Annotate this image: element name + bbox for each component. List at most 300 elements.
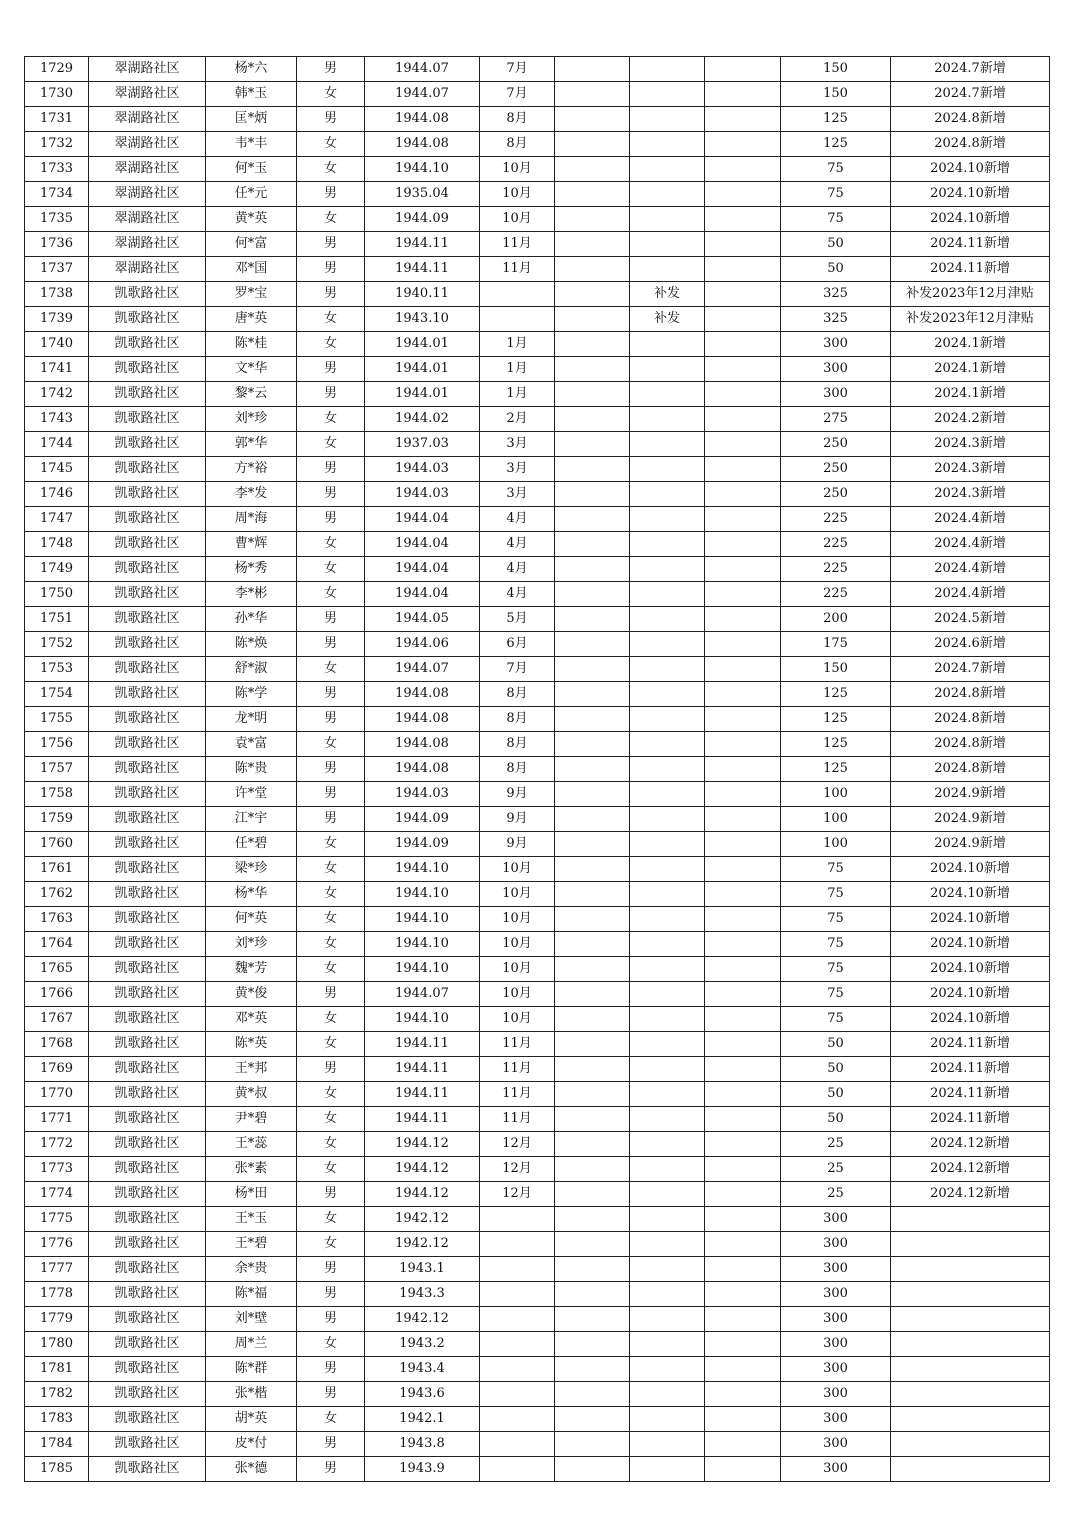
row-number-cell: 1754 xyxy=(25,682,89,707)
month-cell xyxy=(480,1257,555,1282)
community-cell: 凯歌路社区 xyxy=(89,1257,206,1282)
blank-col-1-cell xyxy=(555,782,630,807)
remark-cell xyxy=(630,482,705,507)
name-cell: 杨*六 xyxy=(206,57,297,82)
blank-col-2-cell xyxy=(705,732,781,757)
name-cell: 何*富 xyxy=(206,232,297,257)
blank-col-2-cell xyxy=(705,807,781,832)
blank-col-2-cell xyxy=(705,282,781,307)
blank-col-1-cell xyxy=(555,1182,630,1207)
note-cell xyxy=(891,1407,1050,1432)
blank-col-2-cell xyxy=(705,457,781,482)
name-cell: 方*裕 xyxy=(206,457,297,482)
amount-cell: 75 xyxy=(781,157,891,182)
gender-cell: 女 xyxy=(297,857,365,882)
gender-cell: 男 xyxy=(297,1257,365,1282)
note-cell: 2024.10新增 xyxy=(891,207,1050,232)
amount-cell: 300 xyxy=(781,1282,891,1307)
note-cell: 2024.12新增 xyxy=(891,1157,1050,1182)
community-cell: 凯歌路社区 xyxy=(89,882,206,907)
row-number-cell: 1778 xyxy=(25,1282,89,1307)
amount-cell: 225 xyxy=(781,507,891,532)
amount-cell: 150 xyxy=(781,657,891,682)
name-cell: 陈*焕 xyxy=(206,632,297,657)
note-cell xyxy=(891,1257,1050,1282)
blank-col-1-cell xyxy=(555,1432,630,1457)
row-number-cell: 1765 xyxy=(25,957,89,982)
birth-date-cell: 1944.10 xyxy=(365,957,480,982)
row-number-cell: 1740 xyxy=(25,332,89,357)
gender-cell: 女 xyxy=(297,1107,365,1132)
remark-cell xyxy=(630,357,705,382)
birth-date-cell: 1944.11 xyxy=(365,1082,480,1107)
birth-date-cell: 1944.04 xyxy=(365,582,480,607)
blank-col-1-cell xyxy=(555,732,630,757)
row-number-cell: 1730 xyxy=(25,82,89,107)
amount-cell: 75 xyxy=(781,882,891,907)
birth-date-cell: 1944.11 xyxy=(365,1032,480,1057)
row-number-cell: 1737 xyxy=(25,257,89,282)
blank-col-2-cell xyxy=(705,1107,781,1132)
gender-cell: 女 xyxy=(297,157,365,182)
blank-col-2-cell xyxy=(705,432,781,457)
gender-cell: 女 xyxy=(297,1332,365,1357)
blank-col-2-cell xyxy=(705,907,781,932)
remark-cell xyxy=(630,1032,705,1057)
name-cell: 周*兰 xyxy=(206,1332,297,1357)
note-cell: 2024.3新增 xyxy=(891,457,1050,482)
blank-col-1-cell xyxy=(555,132,630,157)
name-cell: 黄*英 xyxy=(206,207,297,232)
blank-col-1-cell xyxy=(555,707,630,732)
amount-cell: 125 xyxy=(781,757,891,782)
table-row xyxy=(25,1407,1050,1432)
community-cell: 凯歌路社区 xyxy=(89,482,206,507)
row-number-cell: 1764 xyxy=(25,932,89,957)
community-cell: 翠湖路社区 xyxy=(89,57,206,82)
name-cell: 许*堂 xyxy=(206,782,297,807)
row-number-cell: 1736 xyxy=(25,232,89,257)
amount-cell: 225 xyxy=(781,557,891,582)
birth-date-cell: 1944.01 xyxy=(365,357,480,382)
note-cell: 2024.8新增 xyxy=(891,732,1050,757)
gender-cell: 男 xyxy=(297,457,365,482)
table-row xyxy=(25,982,1050,1007)
blank-col-1-cell xyxy=(555,1232,630,1257)
remark-cell xyxy=(630,382,705,407)
note-cell: 2024.10新增 xyxy=(891,182,1050,207)
blank-col-2-cell xyxy=(705,1057,781,1082)
gender-cell: 女 xyxy=(297,1007,365,1032)
community-cell: 翠湖路社区 xyxy=(89,132,206,157)
row-number-cell: 1784 xyxy=(25,1432,89,1457)
blank-col-2-cell xyxy=(705,1182,781,1207)
month-cell: 7月 xyxy=(480,82,555,107)
month-cell: 3月 xyxy=(480,457,555,482)
birth-date-cell: 1943.10 xyxy=(365,307,480,332)
birth-date-cell: 1944.08 xyxy=(365,682,480,707)
blank-col-1-cell xyxy=(555,307,630,332)
row-number-cell: 1777 xyxy=(25,1257,89,1282)
community-cell: 凯歌路社区 xyxy=(89,1332,206,1357)
gender-cell: 女 xyxy=(297,432,365,457)
name-cell: 何*英 xyxy=(206,907,297,932)
community-cell: 凯歌路社区 xyxy=(89,1082,206,1107)
birth-date-cell: 1944.01 xyxy=(365,382,480,407)
note-cell: 2024.8新增 xyxy=(891,707,1050,732)
blank-col-1-cell xyxy=(555,1107,630,1132)
gender-cell: 女 xyxy=(297,1157,365,1182)
remark-cell: 补发 xyxy=(630,282,705,307)
blank-col-2-cell xyxy=(705,757,781,782)
remark-cell xyxy=(630,982,705,1007)
remark-cell xyxy=(630,1107,705,1132)
birth-date-cell: 1943.2 xyxy=(365,1332,480,1357)
table-row xyxy=(25,1282,1050,1307)
note-cell: 2024.11新增 xyxy=(891,1107,1050,1132)
amount-cell: 50 xyxy=(781,1032,891,1057)
community-cell: 凯歌路社区 xyxy=(89,982,206,1007)
row-number-cell: 1753 xyxy=(25,657,89,682)
remark-cell xyxy=(630,407,705,432)
note-cell: 2024.7新增 xyxy=(891,657,1050,682)
birth-date-cell: 1944.08 xyxy=(365,757,480,782)
table-row xyxy=(25,607,1050,632)
amount-cell: 75 xyxy=(781,1007,891,1032)
gender-cell: 男 xyxy=(297,382,365,407)
amount-cell: 250 xyxy=(781,482,891,507)
month-cell: 4月 xyxy=(480,557,555,582)
gender-cell: 女 xyxy=(297,582,365,607)
name-cell: 杨*秀 xyxy=(206,557,297,582)
name-cell: 龙*明 xyxy=(206,707,297,732)
gender-cell: 女 xyxy=(297,1232,365,1257)
month-cell: 12月 xyxy=(480,1182,555,1207)
gender-cell: 男 xyxy=(297,507,365,532)
community-cell: 凯歌路社区 xyxy=(89,1457,206,1482)
note-cell xyxy=(891,1307,1050,1332)
community-cell: 凯歌路社区 xyxy=(89,307,206,332)
row-number-cell: 1772 xyxy=(25,1132,89,1157)
gender-cell: 男 xyxy=(297,632,365,657)
row-number-cell: 1743 xyxy=(25,407,89,432)
name-cell: 刘*壁 xyxy=(206,1307,297,1332)
month-cell xyxy=(480,282,555,307)
row-number-cell: 1739 xyxy=(25,307,89,332)
note-cell xyxy=(891,1432,1050,1457)
gender-cell: 男 xyxy=(297,682,365,707)
name-cell: 杨*华 xyxy=(206,882,297,907)
name-cell: 陈*学 xyxy=(206,682,297,707)
name-cell: 尹*碧 xyxy=(206,1107,297,1132)
birth-date-cell: 1944.03 xyxy=(365,457,480,482)
table-body xyxy=(25,57,1050,1482)
blank-col-1-cell xyxy=(555,1357,630,1382)
table-row xyxy=(25,1457,1050,1482)
row-number-cell: 1770 xyxy=(25,1082,89,1107)
month-cell xyxy=(480,1407,555,1432)
amount-cell: 50 xyxy=(781,1082,891,1107)
month-cell xyxy=(480,1232,555,1257)
community-cell: 凯歌路社区 xyxy=(89,1107,206,1132)
gender-cell: 男 xyxy=(297,1057,365,1082)
gender-cell: 女 xyxy=(297,732,365,757)
row-number-cell: 1767 xyxy=(25,1007,89,1032)
row-number-cell: 1756 xyxy=(25,732,89,757)
table-row xyxy=(25,1007,1050,1032)
remark-cell xyxy=(630,1207,705,1232)
blank-col-2-cell xyxy=(705,332,781,357)
amount-cell: 300 xyxy=(781,1407,891,1432)
table-row xyxy=(25,157,1050,182)
name-cell: 黄*叔 xyxy=(206,1082,297,1107)
amount-cell: 300 xyxy=(781,1332,891,1357)
month-cell xyxy=(480,1382,555,1407)
blank-col-2-cell xyxy=(705,1432,781,1457)
birth-date-cell: 1944.11 xyxy=(365,1057,480,1082)
community-cell: 凯歌路社区 xyxy=(89,1157,206,1182)
name-cell: 何*玉 xyxy=(206,157,297,182)
birth-date-cell: 1944.01 xyxy=(365,332,480,357)
name-cell: 韦*丰 xyxy=(206,132,297,157)
blank-col-1-cell xyxy=(555,282,630,307)
gender-cell: 男 xyxy=(297,707,365,732)
blank-col-2-cell xyxy=(705,682,781,707)
row-number-cell: 1751 xyxy=(25,607,89,632)
note-cell xyxy=(891,1282,1050,1307)
birth-date-cell: 1943.8 xyxy=(365,1432,480,1457)
name-cell: 舒*淑 xyxy=(206,657,297,682)
remark-cell xyxy=(630,1357,705,1382)
gender-cell: 男 xyxy=(297,1382,365,1407)
blank-col-2-cell xyxy=(705,107,781,132)
month-cell: 9月 xyxy=(480,832,555,857)
name-cell: 余*贵 xyxy=(206,1257,297,1282)
table-row xyxy=(25,232,1050,257)
blank-col-1-cell xyxy=(555,832,630,857)
note-cell: 2024.7新增 xyxy=(891,82,1050,107)
blank-col-1-cell xyxy=(555,1032,630,1057)
note-cell xyxy=(891,1357,1050,1382)
table-row xyxy=(25,1332,1050,1357)
blank-col-1-cell xyxy=(555,207,630,232)
blank-col-2-cell xyxy=(705,357,781,382)
birth-date-cell: 1944.03 xyxy=(365,782,480,807)
amount-cell: 75 xyxy=(781,957,891,982)
blank-col-1-cell xyxy=(555,482,630,507)
row-number-cell: 1781 xyxy=(25,1357,89,1382)
blank-col-1-cell xyxy=(555,1407,630,1432)
gender-cell: 男 xyxy=(297,607,365,632)
gender-cell: 女 xyxy=(297,882,365,907)
remark-cell xyxy=(630,1257,705,1282)
gender-cell: 女 xyxy=(297,832,365,857)
remark-cell xyxy=(630,1057,705,1082)
month-cell: 5月 xyxy=(480,607,555,632)
note-cell: 2024.11新增 xyxy=(891,1057,1050,1082)
amount-cell: 75 xyxy=(781,207,891,232)
table-row xyxy=(25,107,1050,132)
gender-cell: 女 xyxy=(297,1207,365,1232)
gender-cell: 女 xyxy=(297,657,365,682)
blank-col-1-cell xyxy=(555,57,630,82)
amount-cell: 125 xyxy=(781,707,891,732)
month-cell: 12月 xyxy=(480,1132,555,1157)
birth-date-cell: 1943.6 xyxy=(365,1382,480,1407)
remark-cell xyxy=(630,1282,705,1307)
gender-cell: 女 xyxy=(297,932,365,957)
table-row xyxy=(25,707,1050,732)
blank-col-1-cell xyxy=(555,1457,630,1482)
table-row xyxy=(25,1207,1050,1232)
month-cell: 9月 xyxy=(480,782,555,807)
blank-col-1-cell xyxy=(555,957,630,982)
birth-date-cell: 1944.09 xyxy=(365,832,480,857)
name-cell: 周*海 xyxy=(206,507,297,532)
birth-date-cell: 1944.07 xyxy=(365,982,480,1007)
row-number-cell: 1729 xyxy=(25,57,89,82)
name-cell: 郭*华 xyxy=(206,432,297,457)
community-cell: 凯歌路社区 xyxy=(89,1207,206,1232)
note-cell: 2024.4新增 xyxy=(891,532,1050,557)
row-number-cell: 1744 xyxy=(25,432,89,457)
community-cell: 凯歌路社区 xyxy=(89,757,206,782)
remark-cell xyxy=(630,182,705,207)
blank-col-2-cell xyxy=(705,157,781,182)
gender-cell: 女 xyxy=(297,1082,365,1107)
blank-col-1-cell xyxy=(555,457,630,482)
blank-col-1-cell xyxy=(555,682,630,707)
row-number-cell: 1755 xyxy=(25,707,89,732)
note-cell: 2024.10新增 xyxy=(891,982,1050,1007)
community-cell: 翠湖路社区 xyxy=(89,157,206,182)
blank-col-2-cell xyxy=(705,1257,781,1282)
community-cell: 凯歌路社区 xyxy=(89,1432,206,1457)
table-row xyxy=(25,257,1050,282)
name-cell: 黄*俊 xyxy=(206,982,297,1007)
blank-col-2-cell xyxy=(705,557,781,582)
birth-date-cell: 1935.04 xyxy=(365,182,480,207)
name-cell: 孙*华 xyxy=(206,607,297,632)
remark-cell xyxy=(630,732,705,757)
note-cell: 2024.3新增 xyxy=(891,432,1050,457)
month-cell: 4月 xyxy=(480,507,555,532)
gender-cell: 男 xyxy=(297,1357,365,1382)
blank-col-2-cell xyxy=(705,982,781,1007)
note-cell: 2024.5新增 xyxy=(891,607,1050,632)
note-cell: 2024.9新增 xyxy=(891,807,1050,832)
birth-date-cell: 1944.10 xyxy=(365,932,480,957)
blank-col-1-cell xyxy=(555,157,630,182)
remark-cell xyxy=(630,832,705,857)
remark-cell xyxy=(630,257,705,282)
subsidy-roster-sheet xyxy=(24,56,1050,1482)
month-cell: 10月 xyxy=(480,882,555,907)
amount-cell: 75 xyxy=(781,907,891,932)
remark-cell xyxy=(630,1407,705,1432)
blank-col-2-cell xyxy=(705,507,781,532)
blank-col-2-cell xyxy=(705,832,781,857)
blank-col-2-cell xyxy=(705,232,781,257)
gender-cell: 男 xyxy=(297,1307,365,1332)
amount-cell: 75 xyxy=(781,182,891,207)
note-cell: 2024.11新增 xyxy=(891,1032,1050,1057)
blank-col-2-cell xyxy=(705,707,781,732)
birth-date-cell: 1944.04 xyxy=(365,507,480,532)
amount-cell: 175 xyxy=(781,632,891,657)
amount-cell: 275 xyxy=(781,407,891,432)
note-cell: 2024.9新增 xyxy=(891,832,1050,857)
blank-col-2-cell xyxy=(705,482,781,507)
gender-cell: 男 xyxy=(297,982,365,1007)
month-cell xyxy=(480,1307,555,1332)
amount-cell: 100 xyxy=(781,782,891,807)
table-row xyxy=(25,682,1050,707)
remark-cell xyxy=(630,1082,705,1107)
note-cell: 补发2023年12月津贴 xyxy=(891,307,1050,332)
community-cell: 凯歌路社区 xyxy=(89,707,206,732)
birth-date-cell: 1944.07 xyxy=(365,57,480,82)
name-cell: 张*楷 xyxy=(206,1382,297,1407)
blank-col-2-cell xyxy=(705,1307,781,1332)
gender-cell: 女 xyxy=(297,907,365,932)
birth-date-cell: 1944.09 xyxy=(365,207,480,232)
gender-cell: 男 xyxy=(297,232,365,257)
blank-col-1-cell xyxy=(555,582,630,607)
gender-cell: 男 xyxy=(297,282,365,307)
amount-cell: 300 xyxy=(781,1257,891,1282)
name-cell: 陈*群 xyxy=(206,1357,297,1382)
table-row xyxy=(25,557,1050,582)
name-cell: 张*德 xyxy=(206,1457,297,1482)
table-row xyxy=(25,132,1050,157)
birth-date-cell: 1943.1 xyxy=(365,1257,480,1282)
blank-col-1-cell xyxy=(555,182,630,207)
blank-col-2-cell xyxy=(705,1232,781,1257)
amount-cell: 250 xyxy=(781,457,891,482)
blank-col-1-cell xyxy=(555,807,630,832)
remark-cell xyxy=(630,207,705,232)
remark-cell xyxy=(630,1332,705,1357)
month-cell: 8月 xyxy=(480,132,555,157)
birth-date-cell: 1944.04 xyxy=(365,557,480,582)
note-cell: 2024.4新增 xyxy=(891,507,1050,532)
blank-col-2-cell xyxy=(705,1457,781,1482)
month-cell: 4月 xyxy=(480,582,555,607)
table-row xyxy=(25,1082,1050,1107)
table-row xyxy=(25,1432,1050,1457)
blank-col-1-cell xyxy=(555,1132,630,1157)
amount-cell: 300 xyxy=(781,1457,891,1482)
remark-cell xyxy=(630,807,705,832)
note-cell: 2024.7新增 xyxy=(891,57,1050,82)
birth-date-cell: 1944.06 xyxy=(365,632,480,657)
blank-col-1-cell xyxy=(555,1057,630,1082)
month-cell: 7月 xyxy=(480,657,555,682)
remark-cell xyxy=(630,507,705,532)
remark-cell xyxy=(630,607,705,632)
row-number-cell: 1748 xyxy=(25,532,89,557)
row-number-cell: 1762 xyxy=(25,882,89,907)
month-cell xyxy=(480,1457,555,1482)
blank-col-1-cell xyxy=(555,1382,630,1407)
gender-cell: 女 xyxy=(297,532,365,557)
row-number-cell: 1749 xyxy=(25,557,89,582)
name-cell: 王*碧 xyxy=(206,1232,297,1257)
name-cell: 任*元 xyxy=(206,182,297,207)
community-cell: 凯歌路社区 xyxy=(89,957,206,982)
month-cell xyxy=(480,1282,555,1307)
